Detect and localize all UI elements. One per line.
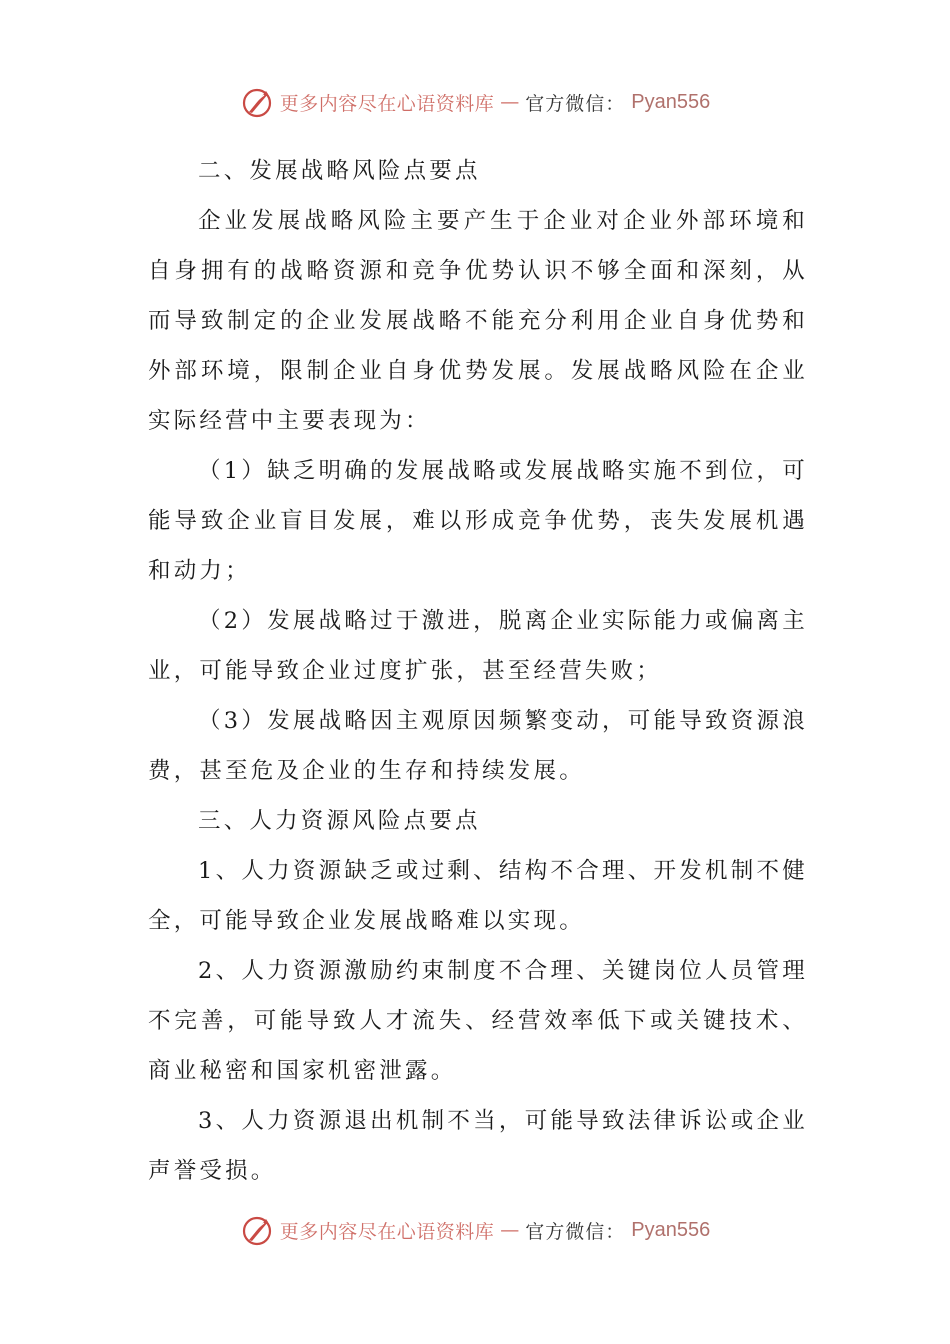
watermark-separator: — bbox=[500, 1219, 520, 1241]
paragraph-strategy-intro: 企业发展战略风险主要产生于企业对企业外部环境和自身拥有的战略资源和竞争优势认识不够全面和深刻，从而导致制定的企业发展战略不能充分利用企业自身优势和外部环境，限制企业自身优势发展。发展战略风险在企业实际经营中主要表现为： bbox=[148, 208, 808, 434]
list-item-strategy-1: （1）缺乏明确的发展战略或发展战略实施不到位，可能导致企业盲目发展，难以形成竞争优势，丧失发展机遇和动力； bbox=[148, 458, 808, 584]
quill-logo-icon bbox=[240, 85, 274, 119]
watermark-wechat-id: Pyan556 bbox=[631, 1218, 711, 1241]
watermark-text: 更多内容尽在心语资料库 bbox=[279, 1220, 495, 1243]
list-item-strategy-2: （2）发展战略过于激进，脱离企业实际能力或偏离主业，可能导致企业过度扩张，甚至经营失败； bbox=[148, 608, 808, 684]
header-watermark bbox=[0, 80, 950, 124]
watermark-separator: — bbox=[500, 91, 520, 113]
watermark-official-label: 官方微信： bbox=[525, 1220, 626, 1243]
watermark-wechat-id: Pyan556 bbox=[631, 90, 711, 113]
list-item-hr-2: 2、人力资源激励约束制度不合理、关键岗位人员管理不完善，可能导致人才流失、经营效率低下或关键技术、商业秘密和国家机密泄露。 bbox=[148, 958, 808, 1084]
heading-strategy-risk: 二、发展战略风险点要点 bbox=[198, 158, 481, 184]
list-item-hr-3: 3、人力资源退出机制不当，可能导致法律诉讼或企业声誉受损。 bbox=[148, 1108, 808, 1184]
footer-watermark bbox=[0, 1208, 950, 1252]
watermark-official-label: 官方微信： bbox=[525, 92, 626, 115]
heading-hr-risk: 三、人力资源风险点要点 bbox=[198, 808, 481, 834]
list-item-strategy-3: （3）发展战略因主观原因频繁变动，可能导致资源浪费，甚至危及企业的生存和持续发展。 bbox=[148, 708, 808, 784]
list-item-hr-1: 1、人力资源缺乏或过剩、结构不合理、开发机制不健全，可能导致企业发展战略难以实现。 bbox=[148, 858, 808, 934]
document-body bbox=[148, 146, 808, 1196]
watermark-text: 更多内容尽在心语资料库 bbox=[279, 92, 495, 115]
quill-logo-icon bbox=[240, 1213, 274, 1247]
